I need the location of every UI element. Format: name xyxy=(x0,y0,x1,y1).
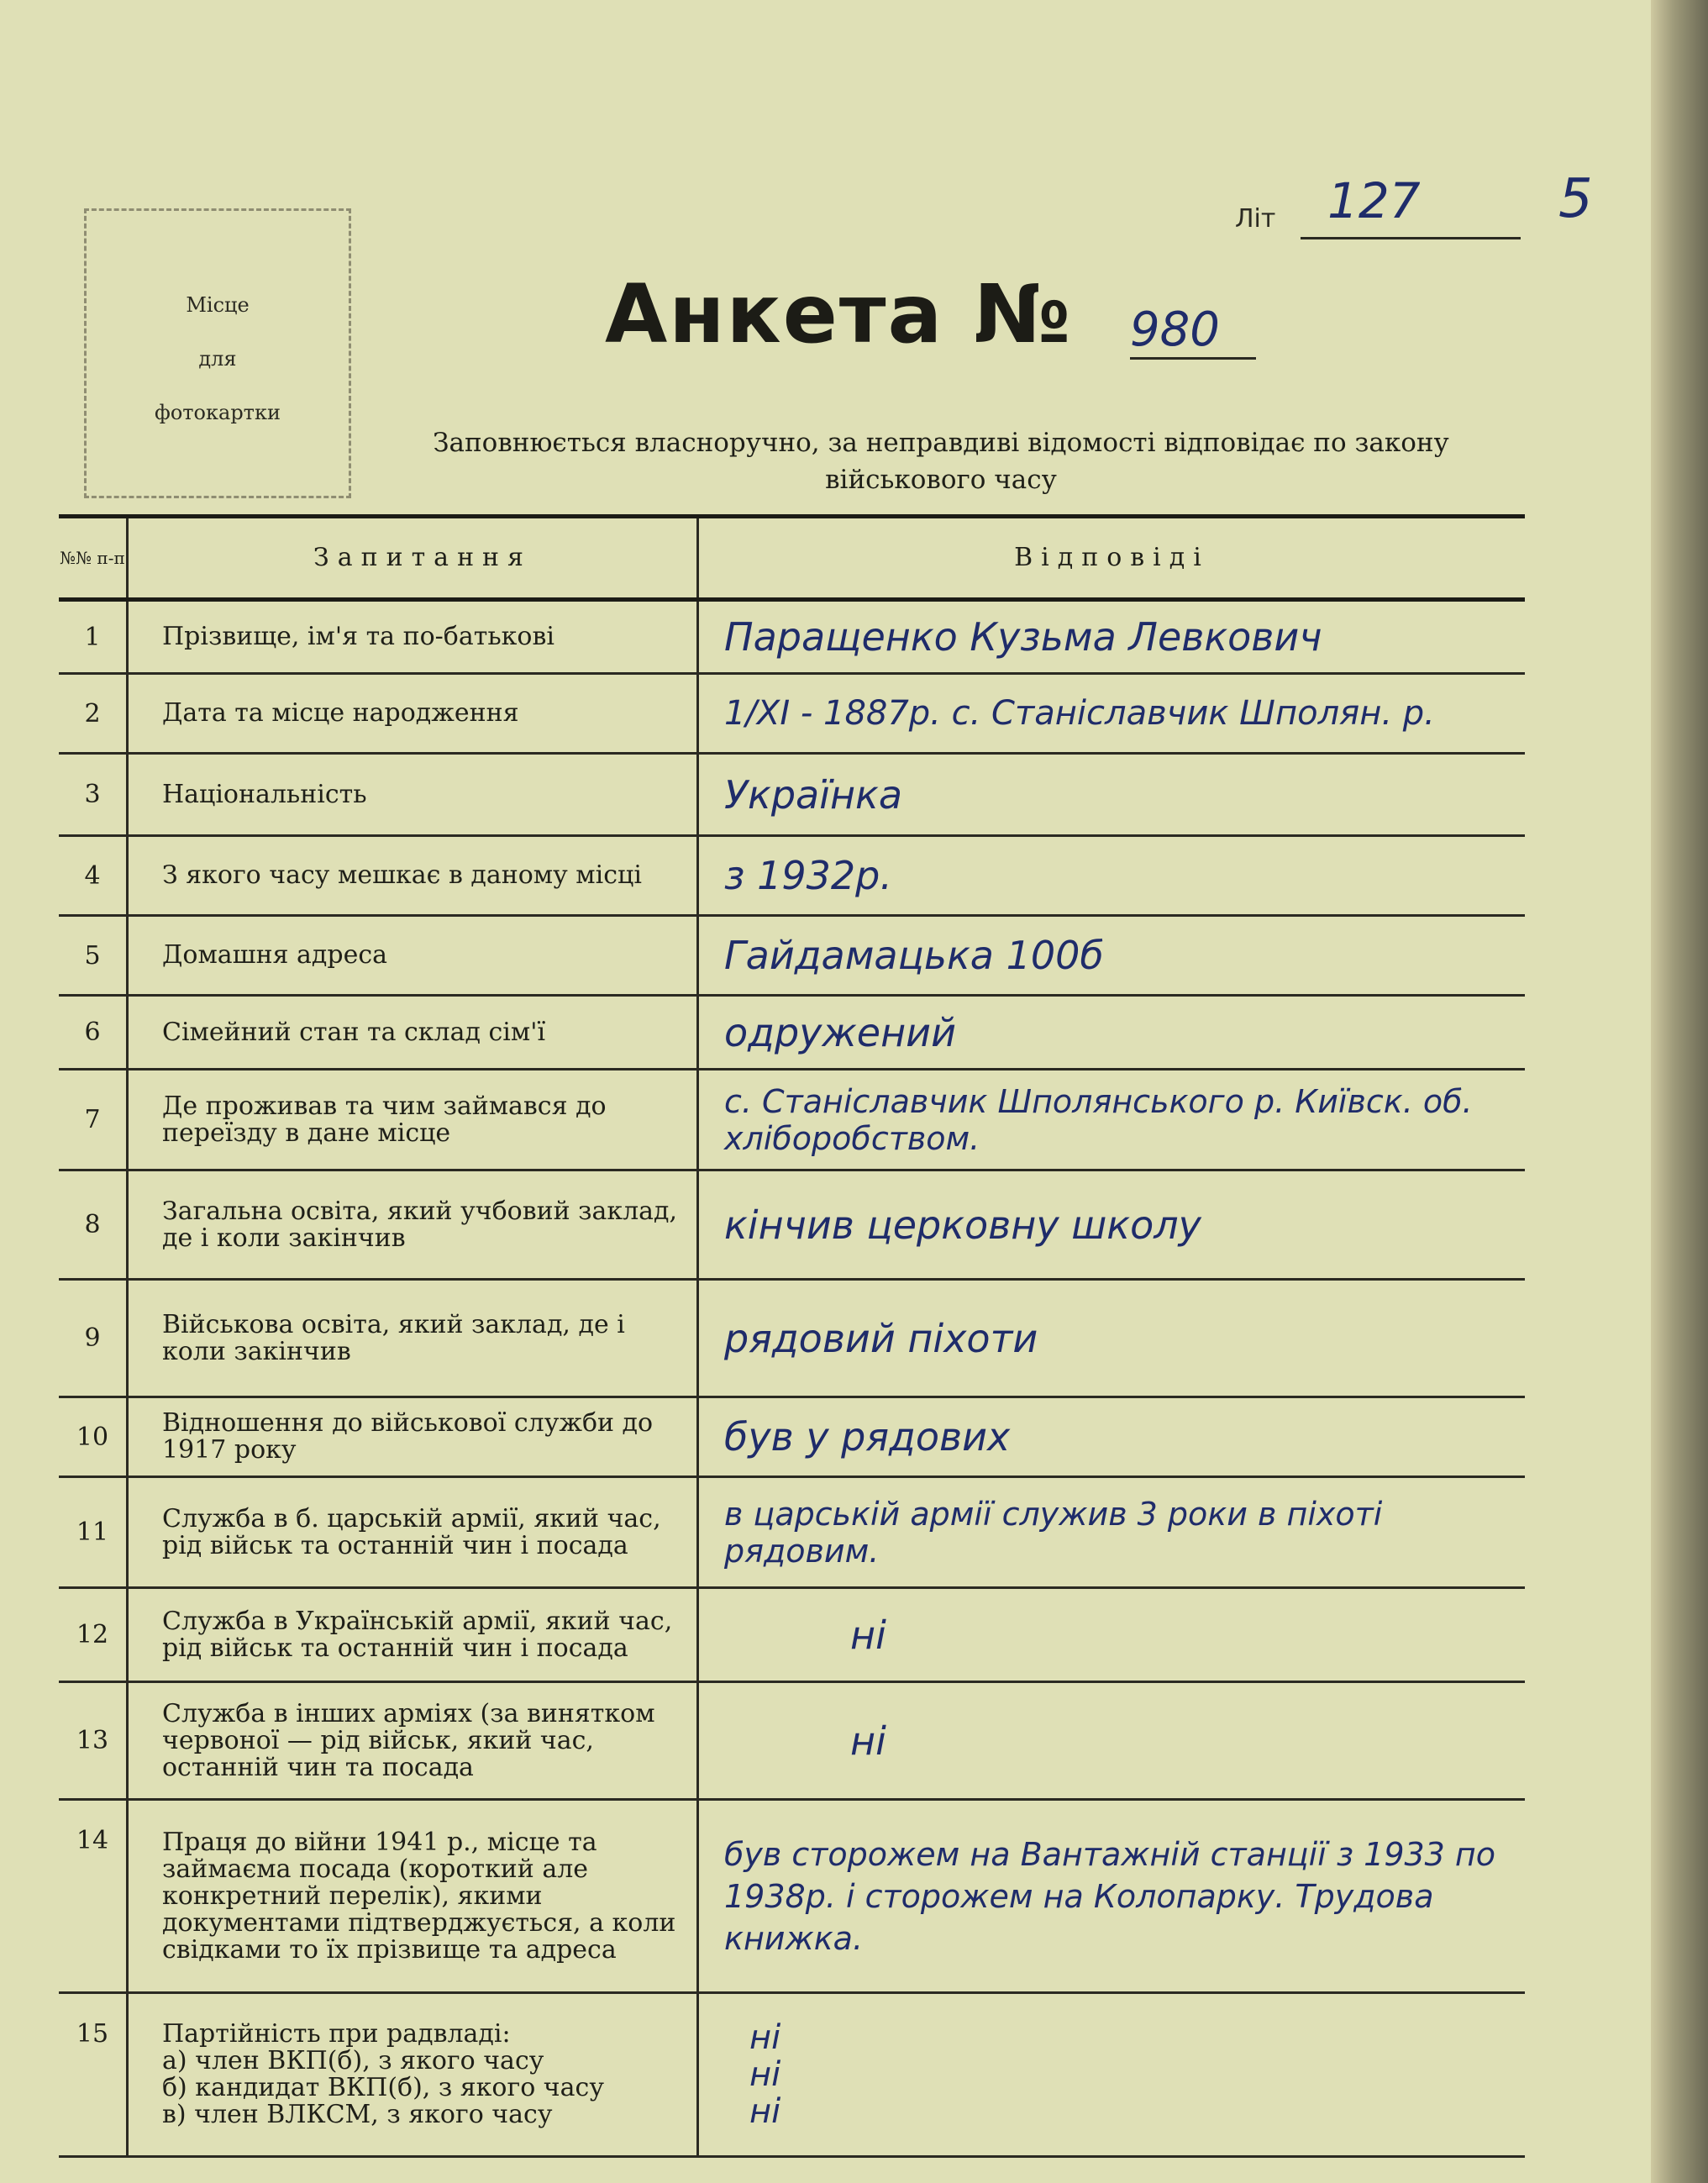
page-edge-shadow xyxy=(1651,0,1708,2183)
table-row xyxy=(59,1170,1525,1280)
row-question: Служба в інших арміях (за винятком червоної — рід військ, який час, останній чин та посада xyxy=(128,1682,698,1800)
row-answer: кінчив церковну школу xyxy=(698,1170,1526,1280)
row-number: 4 xyxy=(59,836,128,916)
row-answer: с. Станіславчик Шполянського р. Київск. об. хліборобством. xyxy=(698,1070,1526,1170)
table-row xyxy=(59,674,1525,754)
header-question: Запитання xyxy=(128,517,698,600)
table-row xyxy=(59,1993,1525,2157)
table-row xyxy=(59,1588,1525,1682)
row-answer: з 1932р. xyxy=(698,836,1526,916)
row-question: Загальна освіта, який учбовий заклад, де і коли закінчив xyxy=(128,1170,698,1280)
row-question: Відношення до військової служби до 1917 року xyxy=(128,1397,698,1477)
row-answer: ні xyxy=(698,1588,1526,1682)
lit-underline xyxy=(1301,237,1521,239)
corner-page-number: 5 xyxy=(1558,168,1593,230)
row-question: Військова освіта, який заклад, де і коли закінчив xyxy=(128,1280,698,1397)
photo-label-line3: фотокартки xyxy=(155,401,281,424)
lit-label: Літ xyxy=(1235,204,1276,234)
row-question: Праця до війни 1941 р., місце та займаєма посада (короткий але конкретний перелік), якими документами підтверджується, а коли свідками то їх прізвище та адреса xyxy=(128,1800,698,1993)
row-answer: ні ні ні xyxy=(698,1993,1526,2157)
row-question: З якого часу мешкає в даному місці xyxy=(128,836,698,916)
row-answer: Гайдамацька 100б xyxy=(698,916,1526,996)
row-answer: 1/XI - 1887р. с. Станіславчик Шполян. р. xyxy=(698,674,1526,754)
row-number: 9 xyxy=(59,1280,128,1397)
table-row xyxy=(59,916,1525,996)
row-question: Служба в б. царській армії, який час, рід військ та останній чин і посада xyxy=(128,1477,698,1588)
row-number: 8 xyxy=(59,1170,128,1280)
table-row xyxy=(59,1800,1525,1993)
row-number: 15 xyxy=(59,1993,128,2157)
table-row xyxy=(59,996,1525,1070)
row-number: 7 xyxy=(59,1070,128,1170)
questionnaire-table xyxy=(59,514,1525,2158)
row-question: Національність xyxy=(128,754,698,836)
row-question: Прізвище, ім'я та по-батькові xyxy=(128,600,698,674)
row-question: Служба в Українській армії, який час, рід військ та останній чин і посада xyxy=(128,1588,698,1682)
row-question: Дата та місце народження xyxy=(128,674,698,754)
row-number: 13 xyxy=(59,1682,128,1800)
table-row xyxy=(59,1397,1525,1477)
table-row xyxy=(59,1070,1525,1170)
row-number: 11 xyxy=(59,1477,128,1588)
form-number: 980 xyxy=(1130,302,1256,360)
table-row xyxy=(59,600,1525,674)
row-number: 1 xyxy=(59,600,128,674)
row-question: Партійність при радвладі: а) член ВКП(б), з якого часу б) кандидат ВКП(б), з якого часу в) член ВЛКСМ, з якого часу xyxy=(128,1993,698,2157)
row-answer: Українка xyxy=(698,754,1526,836)
header-answer: Відповіді xyxy=(698,517,1526,600)
photo-label-line2: для xyxy=(198,347,237,371)
table-row xyxy=(59,836,1525,916)
table-row xyxy=(59,1682,1525,1800)
row-number: 10 xyxy=(59,1397,128,1477)
row-number: 3 xyxy=(59,754,128,836)
row-answer: одружений xyxy=(698,996,1526,1070)
form-title: Анкета № xyxy=(605,267,1073,361)
row-number: 2 xyxy=(59,674,128,754)
table-row xyxy=(59,1477,1525,1588)
form-subtitle: Заповнюється власноручно, за неправдиві відомості відповідає по закону військового часу xyxy=(433,428,1449,495)
row-number: 12 xyxy=(59,1588,128,1682)
row-answer: Паращенко Кузьма Левкович xyxy=(698,600,1526,674)
lit-value: 127 xyxy=(1327,172,1421,229)
row-answer: в царській армії служив 3 роки в піхоті рядовим. xyxy=(698,1477,1526,1588)
table-row xyxy=(59,1280,1525,1397)
table-header-row xyxy=(59,517,1525,600)
row-answer: ні xyxy=(698,1682,1526,1800)
row-question: Сімейний стан та склад сім'ї xyxy=(128,996,698,1070)
row-number: 14 xyxy=(59,1800,128,1993)
table-row xyxy=(59,754,1525,836)
photo-label-line1: Місце xyxy=(186,293,250,317)
row-answer: був у рядових xyxy=(698,1397,1526,1477)
row-answer: рядовий піхоти xyxy=(698,1280,1526,1397)
row-number: 6 xyxy=(59,996,128,1070)
photo-placeholder xyxy=(84,208,351,498)
row-question: Домашня адреса xyxy=(128,916,698,996)
row-number: 5 xyxy=(59,916,128,996)
header-number: №№ п-п xyxy=(59,517,128,600)
row-answer: був сторожем на Вантажній станції з 1933 по 1938р. і сторожем на Колопарку. Трудова книжка. xyxy=(698,1800,1526,1993)
row-question: Де проживав та чим займався до переїзду в дане місце xyxy=(128,1070,698,1170)
